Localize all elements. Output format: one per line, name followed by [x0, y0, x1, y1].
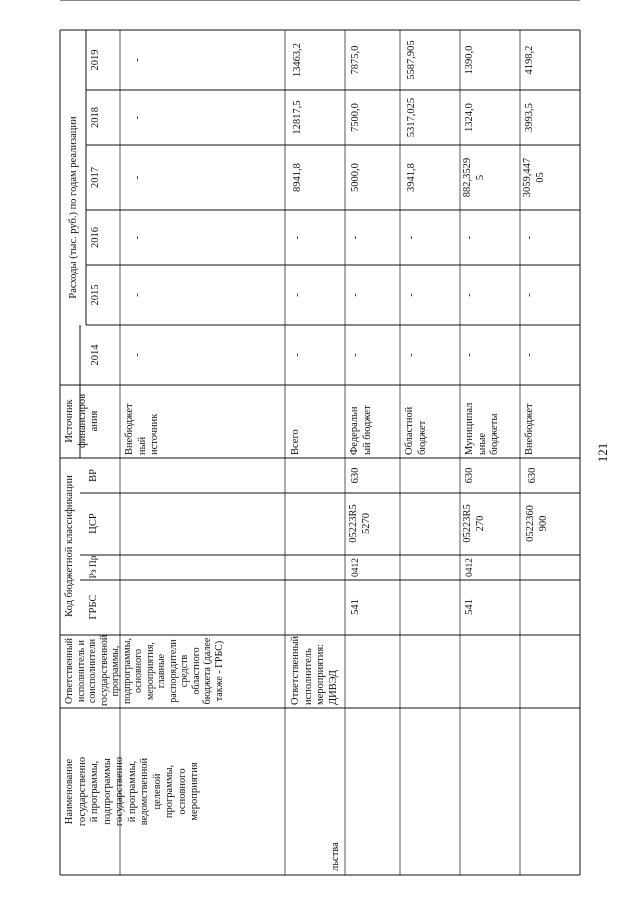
source-municipal: Муниципал ьные бюджеты: [464, 402, 500, 455]
value-federal-2019: 7875,0: [350, 45, 361, 75]
extra-grid: [0, 0, 640, 60]
source-extra-budget-short: Внебюджет: [524, 403, 535, 455]
page-number: 121: [595, 442, 610, 463]
value-total-2019: 13463,2: [292, 42, 303, 78]
name-fragment: льства: [330, 842, 341, 871]
value-regional-a-2019: 1390,0: [464, 45, 475, 75]
value-dash: -: [464, 235, 475, 240]
value-dash: -: [464, 353, 475, 357]
source-federal: Федеральн ый бюджет: [349, 405, 373, 455]
value-regional-b-2019: 4198,2: [524, 45, 535, 75]
header-csr: ЦСР: [88, 513, 99, 534]
responsible-divd: Ответственный исполнитель мероприятия: ДИВЭД: [290, 635, 339, 705]
header-year-2014: 2014: [90, 344, 101, 366]
header-expenses: Расходы (тыс. руб.) по годам реализации: [68, 116, 79, 299]
value-federal-2017: 5000,0: [350, 163, 361, 192]
vr-value: 630: [527, 467, 538, 484]
grbs-value: 541: [350, 599, 361, 615]
value-dash: -: [524, 353, 535, 357]
header-responsible: Ответственный исполнитель и соисполнители государственной программы, подпрограммы, основного мероприятия, главные распорядители средств областного бюджета (далее также - ГРБС): [64, 634, 225, 706]
header-name: Наименование государственно й программы, подпрограммы государственно й программы, ведомственной целевой программы, основного мероприятия: [64, 756, 200, 827]
value-total-2014: -: [292, 353, 303, 357]
value-total-2016: -: [292, 235, 303, 240]
rzpr-value: 0412: [465, 558, 475, 577]
value-dash: -: [132, 58, 143, 62]
vr-value: 630: [464, 467, 475, 484]
source-total: Всего: [290, 429, 301, 455]
source-regional: Областной бюджет: [404, 406, 428, 455]
value-federal-2016: -: [350, 235, 361, 240]
value-regional-b-2018: 3993,5: [524, 103, 535, 132]
value-dash: -: [524, 293, 535, 297]
value-regional-2017: 3941,8: [406, 163, 417, 192]
csr-value: 05223R5 5270: [348, 504, 372, 543]
value-federal-2018: 7500,0: [350, 103, 361, 132]
source-extra-budget: Внебюджет ный источник: [124, 403, 160, 455]
value-dash: -: [132, 235, 143, 240]
value-regional-a-2018: 1324,0: [464, 103, 475, 132]
value-dash: -: [132, 353, 143, 357]
header-rzpr: Рз Пр: [89, 555, 99, 579]
value-total-2017: 8941,8: [292, 163, 303, 192]
value-regional-2018: 5317,025: [406, 97, 417, 138]
value-regional-b-2017: 3059,447 05: [522, 157, 546, 198]
grbs-value: 541: [464, 599, 475, 615]
value-total-2015: -: [292, 293, 303, 297]
header-year-2015: 2015: [90, 284, 101, 306]
vr-value: 630: [350, 467, 361, 484]
header-year-2017: 2017: [90, 167, 101, 188]
value-dash: -: [524, 235, 535, 240]
value-dash: -: [132, 115, 143, 120]
header-year-2016: 2016: [90, 227, 101, 248]
value-dash: -: [464, 293, 475, 297]
extra-columns: [0, 0, 640, 60]
header-year-2019: 2019: [90, 49, 101, 71]
header-vr: ВР: [88, 469, 99, 482]
value-dash: -: [132, 175, 143, 180]
header-budget-code: Код бюджетной классификации: [64, 475, 75, 617]
value-regional-2014: -: [406, 353, 417, 357]
value-regional-2019: 5587,905: [406, 40, 417, 80]
value-federal-2014: -: [350, 353, 361, 357]
value-regional-2016: -: [406, 235, 417, 240]
value-regional-2015: -: [406, 293, 417, 297]
header-grbs: ГРБС: [88, 594, 99, 620]
header-year-2018: 2018: [90, 107, 101, 128]
value-total-2018: 12817,5: [292, 100, 303, 135]
header-source: Источник финансиров ания: [64, 393, 100, 449]
csr-value: 05223R5 270: [462, 504, 486, 543]
value-dash: -: [132, 293, 143, 297]
value-regional-a-2017: 882,3529 5: [462, 157, 486, 198]
rzpr-value: 0412: [351, 558, 361, 577]
csr-value: 0522360 900: [525, 505, 549, 542]
value-federal-2015: -: [350, 293, 361, 297]
